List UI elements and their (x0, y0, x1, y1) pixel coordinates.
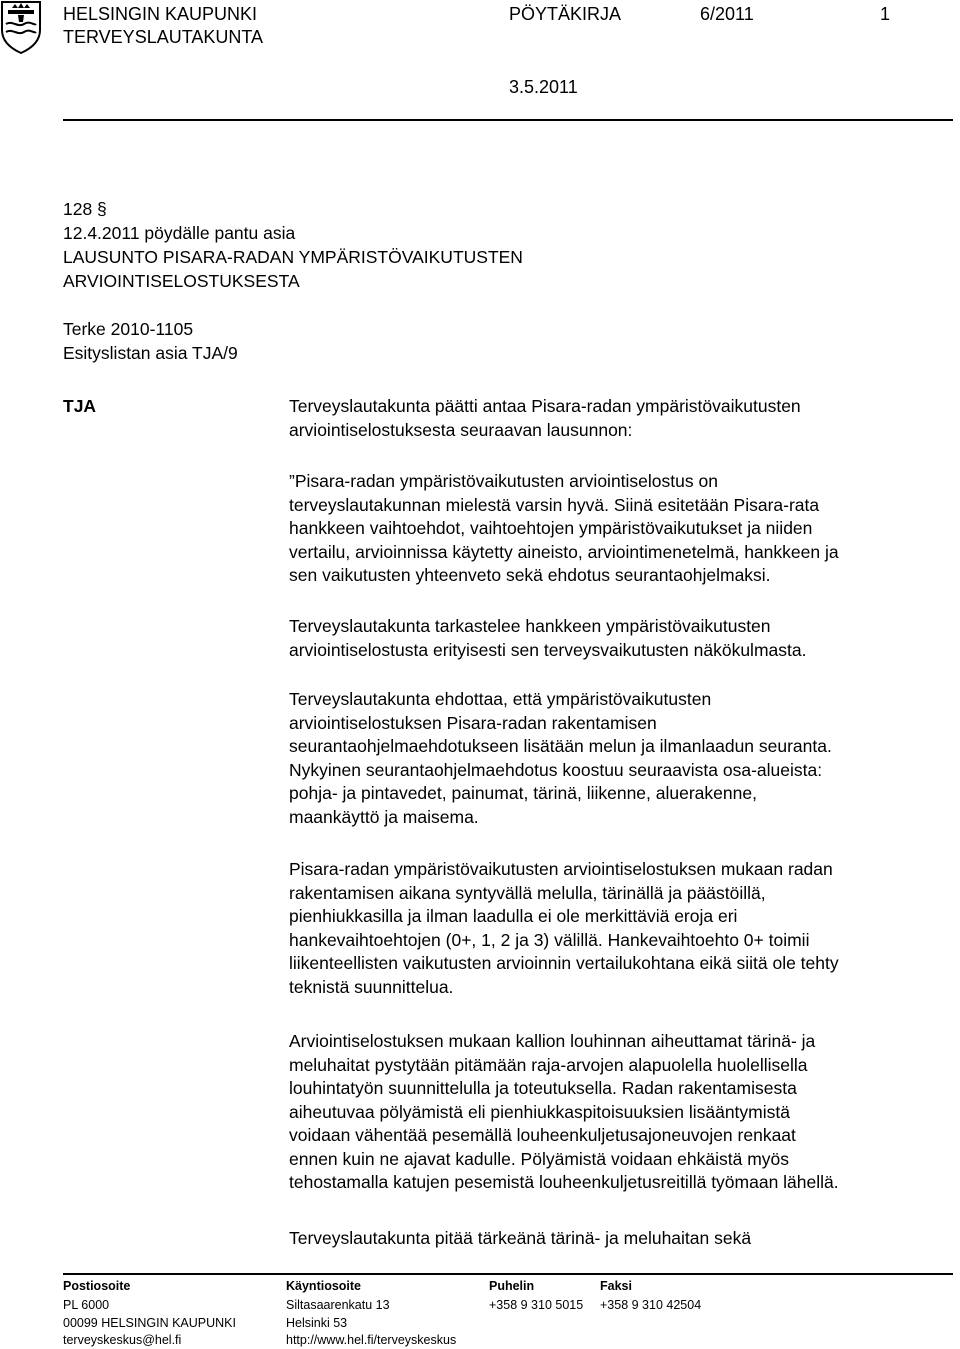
meeting-date: 3.5.2011 (509, 77, 578, 97)
text-line: aiheutuvaa pölyämistä eli pienhiukkaspitoisuuksien lisääntymistä (289, 1101, 790, 1122)
text-line: meluhaitat pystytään pitämään raja-arvojen alapuolella huolellisella (289, 1054, 808, 1075)
text-line: Pisara-radan ympäristövaikutusten arviointiselostuksen mukaan radan (289, 859, 833, 879)
text-line: terveyslautakunnan mielestä varsin hyvä. Siinä esitetään Pisara-rata (289, 494, 820, 515)
agenda-reference: Esityslistan asia TJA/9 (63, 343, 238, 363)
footer-postal-heading: Postiosoite (63, 1279, 131, 1293)
text-line: pienhiukkasilla ja ilman laadulla ei ole merkittäviä eroja eri (289, 906, 738, 926)
page-number: 1 (880, 4, 891, 24)
text-line: arviointiselostuksen Pisara-radan rakentamisen (289, 712, 657, 733)
text-line: arviointiselostuksesta seuraavan lausunnon: (289, 419, 633, 440)
footer-visit-line: Siltasaarenkatu 13 (286, 1298, 390, 1312)
text-line: rakentamisen aikana syntyvällä melulla, tärinällä ja päästöillä, (289, 882, 766, 903)
text-line: hankkeen vaihtoehdot, vaihtoehtojen ympäristövaikutukset ja niiden (289, 518, 813, 538)
document-number: 6/2011 (700, 4, 754, 24)
text-line: arviointiselostusta erityisesti sen terveysvaikutusten näkökulmasta. (289, 639, 807, 660)
footer-visit-heading: Käyntiosoite (286, 1279, 362, 1293)
org-unit: TERVEYSLAUTAKUNTA (63, 27, 264, 47)
document-type: PÖYTÄKIRJA (509, 4, 622, 24)
footer-visit-line: Helsinki 53 (286, 1316, 348, 1330)
text-line: Arviointiselostuksen mukaan kallion louhinnan aiheuttamat tärinä- ja (289, 1031, 816, 1051)
header-divider (63, 119, 953, 121)
statement-paragraph-1 (289, 470, 954, 588)
text-line: tehostamalla katujen pesemistä louheenkuljetusreitillä työmaan lähellä. (289, 1172, 839, 1192)
reference-number: Terke 2010-1105 (63, 319, 194, 339)
text-line: hankevaihtoehtojen (0+, 1, 2 ja 3) välillä. Hankevaihtoehto 0+ toimii (289, 929, 810, 950)
subject-title-cont: ARVIOINTISELOSTUKSESTA (63, 271, 300, 291)
intro-paragraph (289, 395, 954, 442)
footer-postal-line: PL 6000 (63, 1298, 110, 1312)
text-line: seurantaohjelmaehdotukseen lisätään melun ja ilmanlaadun seuranta. (289, 736, 832, 756)
footer-divider (63, 1273, 953, 1275)
footer-fax-heading: Faksi (600, 1279, 632, 1293)
section-number: 128 § (63, 199, 107, 219)
footer-email-link[interactable]: terveyskeskus@hel.fi (63, 1333, 182, 1347)
footer-phone-number: +358 9 310 5015 (489, 1298, 584, 1312)
subject-title: LAUSUNTO PISARA-RADAN YMPÄRISTÖVAIKUTUSTEN (63, 247, 523, 267)
org-name: HELSINGIN KAUPUNKI (63, 4, 258, 24)
text-line: sen vaikutusten yhteenveto sekä ehdotus seurantaohjelmaksi. (289, 565, 771, 585)
text-line: Terveyslautakunta pitää tärkeänä tärinä- ja meluhaitan sekä (289, 1228, 752, 1248)
text-line: Terveyslautakunta päätti antaa Pisara-radan ympäristövaikutusten (289, 396, 801, 416)
statement-paragraph-5 (289, 1030, 954, 1195)
text-line: ”Pisara-radan ympäristövaikutusten arviointiselostus on (289, 471, 718, 491)
text-line: ennen kuin ne ajavat kadulle. Pölyämistä voidaan ehkäistä myös (289, 1148, 790, 1169)
text-line: Terveyslautakunta tarkastelee hankkeen ympäristövaikutusten (289, 616, 771, 636)
text-line: Nykyinen seurantaohjelmaehdotus koostuu seuraavista osa-alueista: (289, 759, 823, 780)
text-line: teknistä suunnittelua. (289, 976, 454, 997)
statement-paragraph-4 (289, 858, 954, 999)
text-line: voidaan vähentää pesemällä louheenkuljetusajoneuvojen renkaat (289, 1125, 796, 1145)
subject-line: 12.4.2011 pöydälle pantu asia (63, 223, 296, 243)
footer-fax-number: +358 9 310 42504 (600, 1298, 702, 1312)
statement-paragraph-3 (289, 688, 954, 829)
text-line: louhintatyön suunnittelulla ja toteutuksella. Radan rakentamisesta (289, 1078, 797, 1098)
footer-postal-line: 00099 HELSINGIN KAUPUNKI (63, 1316, 236, 1330)
proposal-label: TJA (63, 396, 97, 416)
footer-website-link[interactable]: http://www.hel.fi/terveyskeskus (286, 1333, 457, 1347)
text-line: vertailu, arvioinnissa käytetty aineisto, arviointimenetelmä, hankkeen ja (289, 541, 839, 562)
text-line: pohja- ja pintavedet, painumat, tärinä, liikenne, aluerakenne, (289, 783, 757, 803)
text-line: maankäyttö ja maisema. (289, 806, 479, 827)
statement-paragraph-2 (289, 615, 954, 662)
text-line: liikenteellisten vaikutusten arvioinnin vertailukohtana eikä siitä ole tehty (289, 953, 839, 973)
statement-paragraph-6 (289, 1227, 954, 1251)
helsinki-crest-logo (0, 0, 42, 59)
footer-phone-heading: Puhelin (489, 1279, 535, 1293)
text-line: Terveyslautakunta ehdottaa, että ympäristövaikutusten (289, 689, 712, 709)
